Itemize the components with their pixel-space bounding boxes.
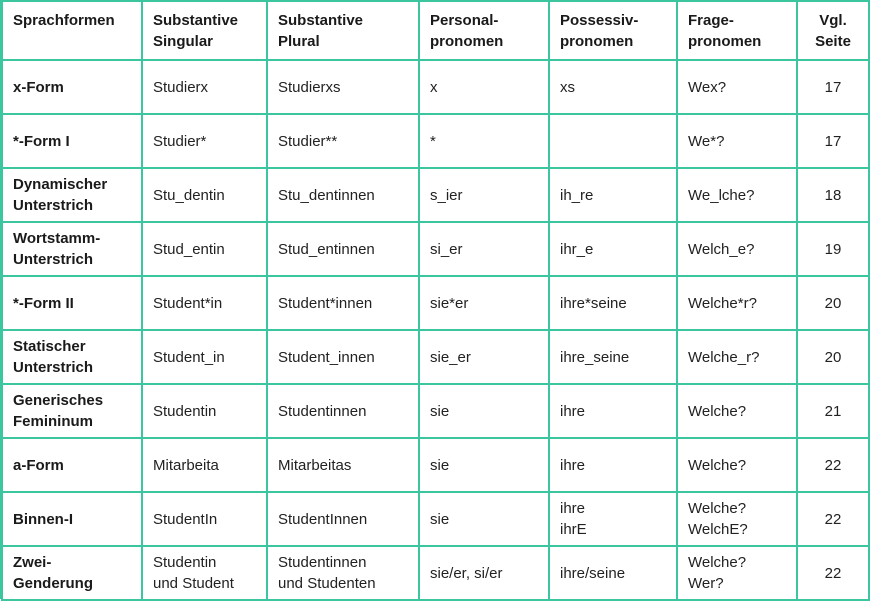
cell-possessivpronomen: ihr_e bbox=[549, 222, 677, 276]
cell-sprachform: Zwei- Genderung bbox=[2, 546, 142, 600]
cell-sprachform: Wortstamm- Unterstrich bbox=[2, 222, 142, 276]
table-row bbox=[2, 330, 869, 384]
cell-possessivpronomen: ihre bbox=[549, 438, 677, 492]
cell-seite: 21 bbox=[797, 384, 869, 438]
cell-plural: Student_innen bbox=[267, 330, 419, 384]
cell-singular: Student*in bbox=[142, 276, 267, 330]
cell-sprachform: Dynamischer Unterstrich bbox=[2, 168, 142, 222]
cell-singular: Stud_entin bbox=[142, 222, 267, 276]
cell-fragepronomen: We*? bbox=[677, 114, 797, 168]
cell-plural: Studierxs bbox=[267, 60, 419, 114]
cell-fragepronomen: Welche_r? bbox=[677, 330, 797, 384]
cell-possessivpronomen: ihre ihrE bbox=[549, 492, 677, 546]
table-row bbox=[2, 492, 869, 546]
table-row bbox=[2, 276, 869, 330]
cell-seite: 22 bbox=[797, 546, 869, 600]
header-substantive-singular: Substantive Singular bbox=[142, 1, 267, 60]
cell-seite: 17 bbox=[797, 114, 869, 168]
cell-personalpronomen: * bbox=[419, 114, 549, 168]
cell-singular: Stu_dentin bbox=[142, 168, 267, 222]
cell-personalpronomen: sie bbox=[419, 438, 549, 492]
cell-sprachform: Binnen-I bbox=[2, 492, 142, 546]
cell-sprachform: a-Form bbox=[2, 438, 142, 492]
table-row bbox=[2, 60, 869, 114]
cell-possessivpronomen: ihre*seine bbox=[549, 276, 677, 330]
cell-personalpronomen: sie_er bbox=[419, 330, 549, 384]
cell-seite: 22 bbox=[797, 492, 869, 546]
header-personalpronomen: Personal- pronomen bbox=[419, 1, 549, 60]
cell-possessivpronomen: ihre_seine bbox=[549, 330, 677, 384]
table-row bbox=[2, 438, 869, 492]
gender-forms-table bbox=[1, 0, 870, 601]
cell-possessivpronomen: xs bbox=[549, 60, 677, 114]
cell-personalpronomen: si_er bbox=[419, 222, 549, 276]
header-fragepronomen: Frage- pronomen bbox=[677, 1, 797, 60]
cell-seite: 22 bbox=[797, 438, 869, 492]
cell-fragepronomen: Welche? bbox=[677, 438, 797, 492]
cell-singular: Student_in bbox=[142, 330, 267, 384]
cell-seite: 20 bbox=[797, 276, 869, 330]
cell-personalpronomen: sie/er, si/er bbox=[419, 546, 549, 600]
cell-fragepronomen: Wex? bbox=[677, 60, 797, 114]
cell-seite: 18 bbox=[797, 168, 869, 222]
cell-personalpronomen: s_ier bbox=[419, 168, 549, 222]
cell-seite: 19 bbox=[797, 222, 869, 276]
cell-plural: Studier** bbox=[267, 114, 419, 168]
table-row bbox=[2, 114, 869, 168]
cell-possessivpronomen: ihre/seine bbox=[549, 546, 677, 600]
cell-sprachform: x-Form bbox=[2, 60, 142, 114]
cell-singular: Studierx bbox=[142, 60, 267, 114]
table-row bbox=[2, 168, 869, 222]
cell-sprachform: Generisches Femininum bbox=[2, 384, 142, 438]
cell-seite: 17 bbox=[797, 60, 869, 114]
cell-singular: Mitarbeita bbox=[142, 438, 267, 492]
table-row bbox=[2, 546, 869, 600]
cell-sprachform: *-Form I bbox=[2, 114, 142, 168]
cell-personalpronomen: sie bbox=[419, 384, 549, 438]
cell-personalpronomen: x bbox=[419, 60, 549, 114]
cell-plural: Studentinnen bbox=[267, 384, 419, 438]
cell-plural: Stud_entinnen bbox=[267, 222, 419, 276]
cell-possessivpronomen bbox=[549, 114, 677, 168]
cell-possessivpronomen: ih_re bbox=[549, 168, 677, 222]
cell-sprachform: *-Form II bbox=[2, 276, 142, 330]
cell-personalpronomen: sie*er bbox=[419, 276, 549, 330]
header-row bbox=[2, 1, 869, 60]
cell-fragepronomen: Welche? Wer? bbox=[677, 546, 797, 600]
cell-fragepronomen: We_lche? bbox=[677, 168, 797, 222]
header-substantive-plural: Substantive Plural bbox=[267, 1, 419, 60]
header-vgl-seite: Vgl. Seite bbox=[797, 1, 869, 60]
cell-possessivpronomen: ihre bbox=[549, 384, 677, 438]
cell-singular: Studentin bbox=[142, 384, 267, 438]
cell-seite: 20 bbox=[797, 330, 869, 384]
cell-singular: Studentin und Student bbox=[142, 546, 267, 600]
cell-plural: StudentInnen bbox=[267, 492, 419, 546]
cell-plural: Stu_dentinnen bbox=[267, 168, 419, 222]
table-row bbox=[2, 222, 869, 276]
cell-fragepronomen: Welche*r? bbox=[677, 276, 797, 330]
cell-personalpronomen: sie bbox=[419, 492, 549, 546]
cell-plural: Student*innen bbox=[267, 276, 419, 330]
cell-singular: StudentIn bbox=[142, 492, 267, 546]
cell-fragepronomen: Welche? bbox=[677, 384, 797, 438]
table-row bbox=[2, 384, 869, 438]
cell-plural: Studentinnen und Studenten bbox=[267, 546, 419, 600]
cell-plural: Mitarbeitas bbox=[267, 438, 419, 492]
cell-sprachform: Statischer Unterstrich bbox=[2, 330, 142, 384]
header-possessivpronomen: Possessiv- pronomen bbox=[549, 1, 677, 60]
cell-fragepronomen: Welche? WelchE? bbox=[677, 492, 797, 546]
cell-fragepronomen: Welch_e? bbox=[677, 222, 797, 276]
header-sprachformen: Sprachformen bbox=[2, 1, 142, 60]
cell-singular: Studier* bbox=[142, 114, 267, 168]
